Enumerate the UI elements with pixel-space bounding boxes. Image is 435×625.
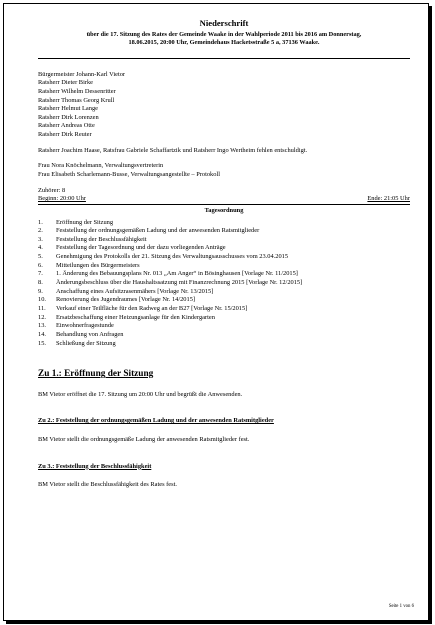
agenda-title: Tagesordnung xyxy=(204,206,244,214)
document-title: Niederschrift xyxy=(199,18,249,28)
agenda-item-number: 12. xyxy=(38,313,46,321)
agenda-item-number: 9. xyxy=(38,287,43,295)
section-body: BM Vietor stellt die Beschlussfähigkeit des Rates fest. xyxy=(38,481,178,489)
agenda-item xyxy=(38,219,410,228)
document-subtitle xyxy=(38,31,410,48)
agenda-item-text: Schließung der Sitzung xyxy=(56,339,116,347)
begin-time: Beginn: 20:00 Uhr xyxy=(38,195,86,203)
agenda-item-text: 1. Änderung des Bebauungsplans Nr. 013 „Am Anger“ in Bösinghausen [Vorlage Nr. 11/2015] xyxy=(56,270,298,278)
agenda-item xyxy=(38,322,410,331)
agenda-item-number: 13. xyxy=(38,322,46,330)
agenda-item xyxy=(38,296,410,305)
agenda-item xyxy=(38,270,410,279)
agenda-item-text: Änderungsbeschluss über die Haushaltssatzung mit Finanzrechnung 2015 [Vorlage Nr. 12/2015] xyxy=(56,279,303,287)
end-time: Ende: 21:05 Uhr xyxy=(367,195,410,203)
agenda-item-number: 14. xyxy=(38,330,46,338)
agenda-item-text: Behandlung von Anfragen xyxy=(56,330,124,338)
section-body: BM Vietor stellt die ordnungsgemäße Ladung der anwesenden Ratsmitglieder fest. xyxy=(38,436,250,443)
agenda-item xyxy=(38,253,410,262)
agenda-item xyxy=(38,288,410,297)
agenda-item xyxy=(38,331,410,340)
attendee: Ratsherr Helmut Lange xyxy=(38,105,98,113)
attendee: Ratsherr Dieter Birke xyxy=(38,79,94,87)
agenda-item-text: Feststellung der Beschlussfähigkeit xyxy=(56,235,147,243)
agenda-item-number: 1. xyxy=(38,218,43,226)
agenda-item-text: Einwohnerfragestunde xyxy=(56,322,114,330)
agenda-item-number: 6. xyxy=(38,261,43,269)
document-page xyxy=(3,3,429,621)
agenda-item xyxy=(38,262,410,271)
subtitle-line: über die 17. Sitzung des Rates der Gemeinde Waake in der Wahlperiode 2011 bis 2016 am Donnerstag, xyxy=(86,30,362,38)
subtitle-line: 18.06.2015, 20:00 Uhr, Gemeindehaus Hacketsstraße 5 a, 37136 Waake. xyxy=(128,39,320,47)
attendee: Ratsherr Dirk Reuter xyxy=(38,131,92,139)
agenda-item-number: 2. xyxy=(38,227,43,235)
agenda-item-number: 15. xyxy=(38,339,46,347)
agenda-item-text: Mitteilungen des Bürgermeisters xyxy=(56,261,140,269)
agenda-item-number: 10. xyxy=(38,296,46,304)
agenda-item-number: 11. xyxy=(38,304,46,312)
agenda-list xyxy=(38,219,410,349)
agenda-item-text: Verkauf einer Teilfläche für den Radweg an der B27 [Vorlage Nr. 15/2015] xyxy=(56,304,248,312)
header-divider xyxy=(38,58,410,59)
section-body: BM Vietor eröffnet die 17. Sitzung um 20:00 Uhr und begrüßt die Anwesenden. xyxy=(38,390,243,398)
agenda-item xyxy=(38,227,410,236)
absent-note: Ratsherr Joachim Haase, Ratsfrau Gabriele Schaffartzik und Ratsherr Ingo Wertheim fehlen entschuldigt. xyxy=(38,146,308,154)
agenda-item-text: Eröffnung der Sitzung xyxy=(56,218,114,226)
attendee: Ratsherr Thomas Georg Krull xyxy=(38,96,115,104)
agenda-item-number: 7. xyxy=(38,270,43,278)
attendee: Bürgermeister Johann-Karl Vietor xyxy=(38,70,126,78)
staff-member: Frau Nora Knöchelmann, Verwaltungsvertreterin xyxy=(38,162,164,170)
page-number: Seite 1 von 6 xyxy=(388,603,414,609)
agenda-item xyxy=(38,340,410,349)
agenda-item-text: Feststellung der ordnungsgemäßen Ladung und der anwesenden Ratsmitglieder xyxy=(56,227,260,235)
section-heading: Zu 1.: Eröffnung der Sitzung xyxy=(38,369,154,380)
attendee: Ratsherr Dirk Lorenzen xyxy=(38,113,99,121)
staff-member: Frau Elisabeth Scharlemann-Busse, Verwaltungsangestellte – Protokoll xyxy=(38,171,220,178)
agenda-item-number: 3. xyxy=(38,235,43,243)
agenda-item-number: 4. xyxy=(38,244,43,252)
agenda-item-text: Feststellung der Tagesordnung und der dazu vorliegenden Anträge xyxy=(56,244,226,252)
attendee: Ratsherr Wilhelm Dessenritter xyxy=(38,87,116,95)
agenda-item-text: Renovierung des Jugendraumes [Vorlage Nr. 14/2015] xyxy=(56,296,196,304)
section-heading: Zu 2.: Feststellung der ordnungsgemäßen Ladung und der anwesenden Ratsmitglieder xyxy=(38,417,274,425)
agenda-item-number: 8. xyxy=(38,279,43,287)
agenda-item xyxy=(38,244,410,253)
agenda-item xyxy=(38,279,410,288)
time-row xyxy=(38,195,410,204)
agenda-item-text: Ersatzbeschaffung einer Heizungsanlage für den Kindergarten xyxy=(56,313,215,321)
section-heading: Zu 3.: Feststellung der Beschlussfähigkeit xyxy=(38,462,152,470)
agenda-item xyxy=(38,236,410,245)
document-content xyxy=(38,18,410,490)
agenda-item xyxy=(38,314,410,323)
attendee-list xyxy=(38,71,410,140)
agenda-item-text: Genehmigung des Protokolls der 21. Sitzung des Verwaltungsausschusses vom 23.04.2015 xyxy=(56,253,289,261)
attendee: Ratsherr Andreas Otte xyxy=(38,122,95,130)
agenda-item-number: 5. xyxy=(38,253,43,261)
agenda-item-text: Anschaffung eines Aufsitzrasenmähers [Vorlage Nr. 13/2015] xyxy=(56,287,214,295)
agenda-item xyxy=(38,305,410,314)
agenda-divider xyxy=(38,204,410,205)
staff-list xyxy=(38,162,410,179)
listener-count: Zuhörer: 8 xyxy=(38,186,66,194)
